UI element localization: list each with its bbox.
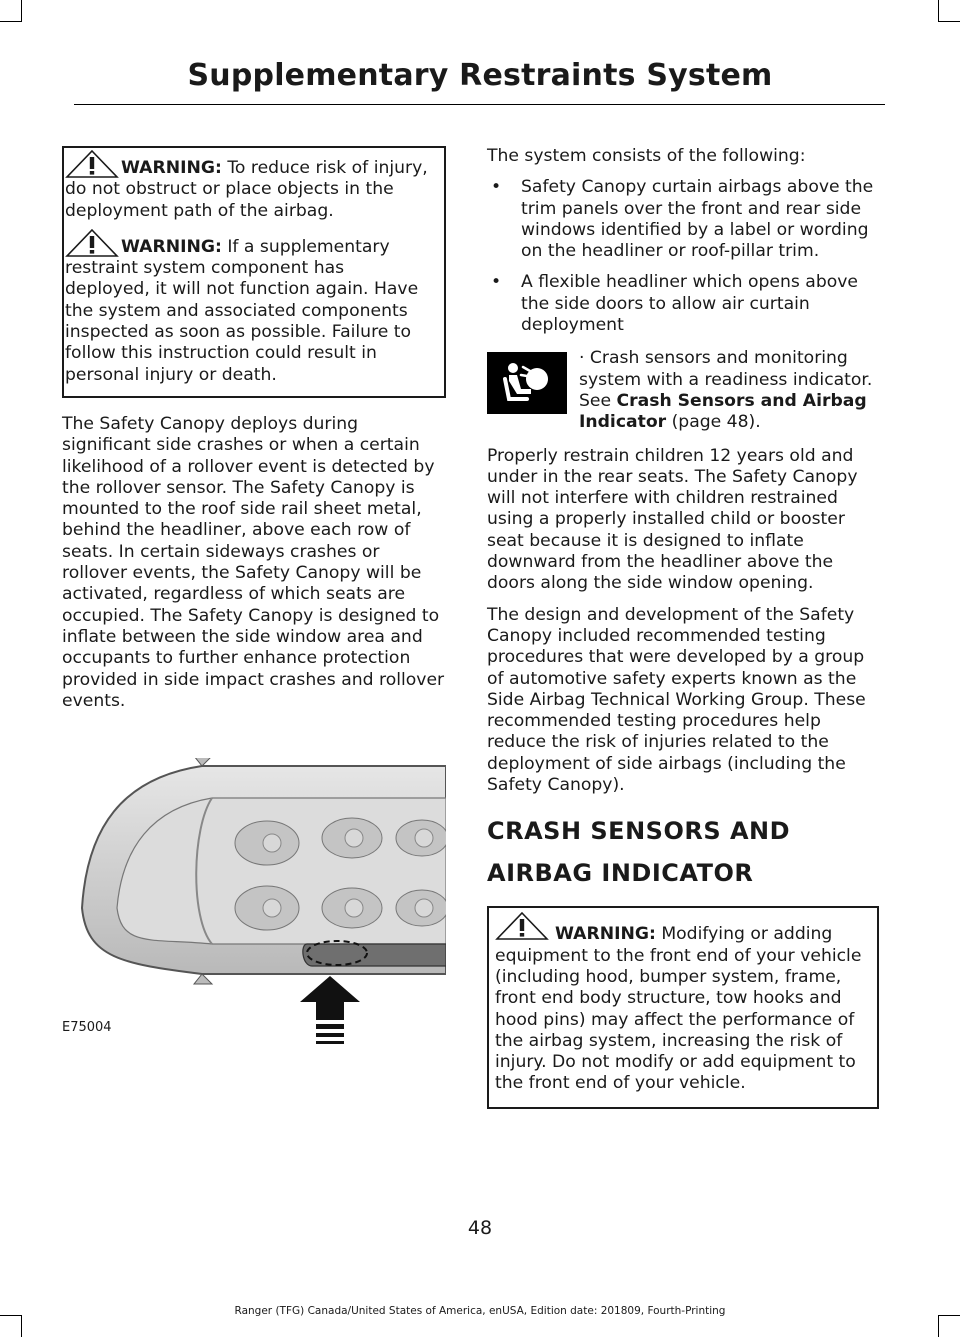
child-restraint-paragraph: Properly restrain children 12 years old and under in the rear seats. The Safety Canopy will not interfere with children restrained using a properly installed child or booster seat because it is designed to inflate downward from the headliner above the doors along the side window opening. [487, 445, 858, 594]
warning-text: If a supplementary restraint system component has deployed, it will not function again. Have the system and associated components inspected as soon as possible. Failure to follow this instruction could result in personal injury or death. [65, 236, 419, 385]
warning-paragraph [65, 237, 432, 386]
warning-box [62, 146, 446, 398]
warning-text: Modifying or adding equipment to the front end of your vehicle (including hood, bumper system, frame, front end body structure, tow hooks and hood pins) may affect the performance of the airbag system, increasing the risk of injury. Do not modify or add equipment to the front end of your vehicle. [495, 924, 862, 1094]
crop-mark [938, 0, 939, 22]
list-item: • Safety Canopy curtain airbags above the trim panels over the front and rear side windows identified by a label or wording on the headliner or roof-pillar trim. [491, 177, 874, 262]
warning-label: WARNING: [555, 924, 656, 945]
list-item: • A flexible headliner which opens above the side doors to allow air curtain deployment [491, 272, 858, 336]
warning-triangle-icon [495, 912, 549, 940]
cross-reference-link[interactable]: Crash Sensors and Airbag Indicator [579, 390, 867, 433]
warning-label: WARNING: [121, 158, 222, 178]
section-heading: CRASH SENSORS AND AIRBAG INDICATOR [487, 817, 791, 888]
vehicle-illustration [62, 758, 446, 1048]
design-development-paragraph: The design and development of the Safety Canopy included recommended testing procedures that were developed by a group of automotive safety experts known as the Side Airbag Technical Working Group. These recommended testing procedures help reduce the risk of injuries related to the deployment of side airbags (including the Safety Canopy). [487, 604, 866, 796]
crop-mark [21, 0, 22, 22]
crop-mark [0, 21, 22, 22]
page-number: 48 [467, 1217, 493, 1239]
airbag-indicator-icon [487, 352, 567, 414]
crop-mark [938, 21, 960, 22]
safety-canopy-paragraph: The Safety Canopy deploys during significant side crashes or when a certain likelihood of a rollover event is detected by the rollover sensor. The Safety Canopy is mounted to the roof side rail sheet metal, behind the headliner, above each row of seats. In certain sideways crashes or rollover events, the Safety Canopy will be activated, regardless of which seats are occupied. The Safety Canopy is designed to inflate between the side window area and occupants to further enhance protection provided in side impact crashes and rollover events. [62, 413, 445, 711]
crop-mark [938, 1315, 939, 1337]
airbag-item-text: · Crash sensors and monitoring system with a readiness indicator. See [579, 348, 873, 411]
page-reference: (page 48). [666, 412, 761, 433]
bullet: • [491, 177, 502, 198]
warning-triangle-icon [65, 150, 119, 178]
warning-paragraph [495, 924, 867, 1094]
warning-paragraph [65, 158, 432, 222]
system-intro: The system consists of the following: [487, 146, 806, 166]
warning-box [487, 906, 879, 1108]
left-column [62, 146, 446, 722]
page-title: Supplementary Restraints System [187, 58, 773, 93]
system-components-list [487, 177, 879, 336]
figure-code: E75004 [62, 1020, 112, 1035]
title-divider [74, 104, 885, 105]
bullet: • [491, 272, 502, 293]
warning-label: WARNING: [121, 236, 222, 257]
airbag-indicator-item [487, 348, 879, 433]
forward-arrow-icon [300, 976, 360, 1044]
safety-canopy-figure [62, 758, 446, 1048]
right-column [487, 146, 879, 1109]
warning-text: To reduce risk of injury, do not obstruct or place objects in the deployment path of the airbag. [65, 158, 428, 221]
crop-mark [21, 1315, 22, 1337]
footer: Ranger (TFG) Canada/United States of America, enUSA, Edition date: 201809, Fourth-Printing [234, 1305, 726, 1317]
warning-triangle-icon [65, 229, 119, 257]
